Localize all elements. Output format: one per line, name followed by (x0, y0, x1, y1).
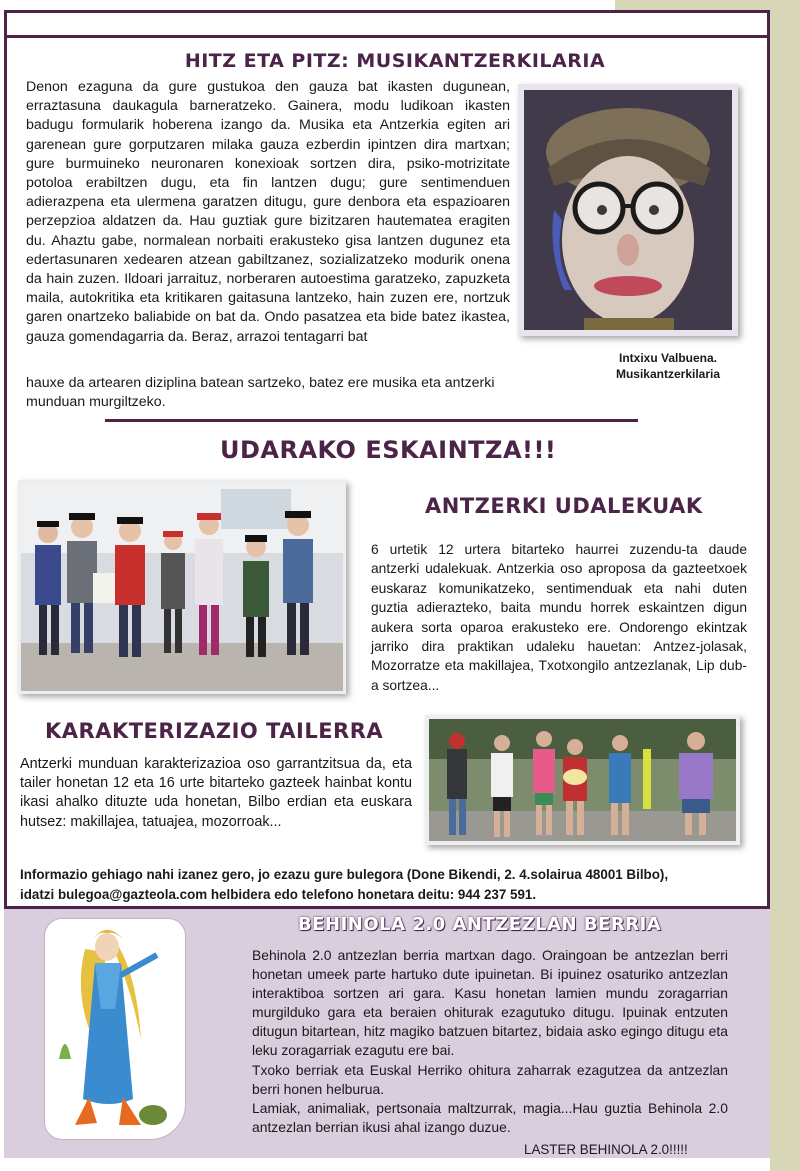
contact-info-line1: Informazio gehiago nahi izanez gero, jo ezazu gure bulegora (Done Bikendi, 2. 4.solairua 48001 Bilbo), (20, 867, 669, 882)
behinola-closing: LASTER BEHINOLA 2.0!!!!! (524, 1142, 688, 1157)
pirate-kids-image (21, 483, 343, 691)
behinola-paragraph-1: Behinola 2.0 antzezlan berria martxan dago. Oraingoan be antzezlan berri honetan umeek parte hartuko dute ipuinetan. Bi ipuinez osaturiko antzezlan interaktiboa sortzen ari gara. Kasu honetan lamien mundu zoragarrian murgilduko gara eta beraien ohiturak ezagutuko ditugu. Ipuinak entzuten ditugun bitartean, hitz magiko batzuen bitartez, bidaia asko egingo ditugu eta leku zoragarriak ezagutu ere bai. (252, 947, 728, 1059)
clown-portrait-photo (518, 84, 738, 336)
contact-info (20, 865, 760, 904)
section1-paragraph-tail: hauxe da artearen diziplina batean sartzeko, batez ere musika eta antzerki munduan murgiltzeko. (26, 375, 495, 411)
behinola-text (252, 946, 728, 1137)
section1-paragraph: Denon ezaguna da gure gustukoa den gauza bat ikasten dugunean, erraztasuna daukagula barneratzeko. Gainera, modu ludikoan ikasten badugu formularik hoberena izango da. Musika eta Antzerkia egiten ari garenean gure gorputzaren milaka gauza ezberdin ipintzen dira martxan; gure burmuineko neuronaren konexioak sortzen dira, psiko-motrizitate potoloa erabiltzen dugu, eta fin lantzen dugu; gure sentimenduen adierazpena eta ulermena garatzen ditugu, gure denbora eta espazioaren perzepzioa aldatzen da. Hau guztiak gure bizitzaren hautematea eragiten du. Ahaztu gabe, normalean norbaiti erakusteko gisa lantzen dugunez eta edertasunaren xedearen atzean gabiltzanez, sozializatzeko modurik onena da hain zuzen. Ildoari jarraituz, norberaren autoestima garatzeko, zapuzketa maila, autokritika eta kritikaren gaitasuna lantzeko, hain zuzen ere, nortzuk garen onartzeko baliabide on bat da. Ondo pasatzea eta bide batez ikastea, gauza gomendagarria da. Beraz, arrazoi tentagarri bat (26, 79, 510, 345)
clown-portrait-image (524, 90, 732, 330)
side-strip (770, 0, 800, 1171)
contact-info-line2: idatzi bulegoa@gazteola.com helbidera edo telefono honetara deitu: 944 237 591. (20, 886, 537, 902)
top-band (4, 10, 770, 38)
fairy-image (45, 919, 185, 1139)
caption-name: Intxixu Valbuena. (618, 351, 718, 365)
street-parade-image (429, 719, 736, 841)
theatre-camps-paragraph: 6 urtetik 12 urtera bitarteko haurrei zuzendu-ta daude antzerki udalekuak. Antzerkia oso aproposa da gazteetxoek euskaraz komunikatzeko, sentimenduak eta nahi duten guztia adierazteko, baita mundu horrek eskaintzen digun aukera sorta oparoa erakusteko ere. Ondorengo ekintzak jarriko dira praktikan udaleku hauetan: Antzez-jolasak, Mozorratze eta makillajea, Txotxongilo antzezlanak, Lip dub-a sortzea... (371, 542, 747, 693)
photo-caption (588, 350, 748, 382)
summer-offer-title: UDARAKO ESKAINTZA!!! (220, 436, 557, 464)
behinola-title: BEHINOLA 2.0 ANTZEZLAN BERRIA (298, 914, 662, 935)
workshop-paragraph: Antzerki munduan karakterizazioa oso garrantzitsua da, eta tailer honetan 12 eta 16 urte bitarteko gazteek hainbat kontu ikasi ahalko dituzte uda honetan, Bilbo erdian eta euskara hutsez: makillajea, tatuajea, mozorroak... (20, 756, 412, 830)
section-divider (105, 419, 638, 422)
workshop-title: KARAKTERIZAZIO TAILERRA (45, 719, 384, 743)
fairy-illustration (44, 918, 186, 1140)
behinola-paragraph-2: Txoko berriak eta Euskal Herriko ohitura zaharrak ezagutzea da antzezlan berri honen helburua. (252, 1061, 728, 1097)
section1-title: HITZ ETA PITZ: MUSIKANTZERKILARIA (184, 50, 606, 72)
street-parade-photo (425, 715, 740, 845)
theatre-camps-title: ANTZERKI UDALEKUAK (425, 494, 703, 518)
behinola-paragraph-3: Lamiak, animaliak, pertsonaia maltzurrak, magia...Hau guztia Behinola 2.0 antzezlan berrian ikusi ahal izango duzue. (252, 1099, 728, 1135)
pirate-kids-photo (18, 480, 346, 694)
caption-role: Musikantzerkilaria (615, 367, 721, 381)
